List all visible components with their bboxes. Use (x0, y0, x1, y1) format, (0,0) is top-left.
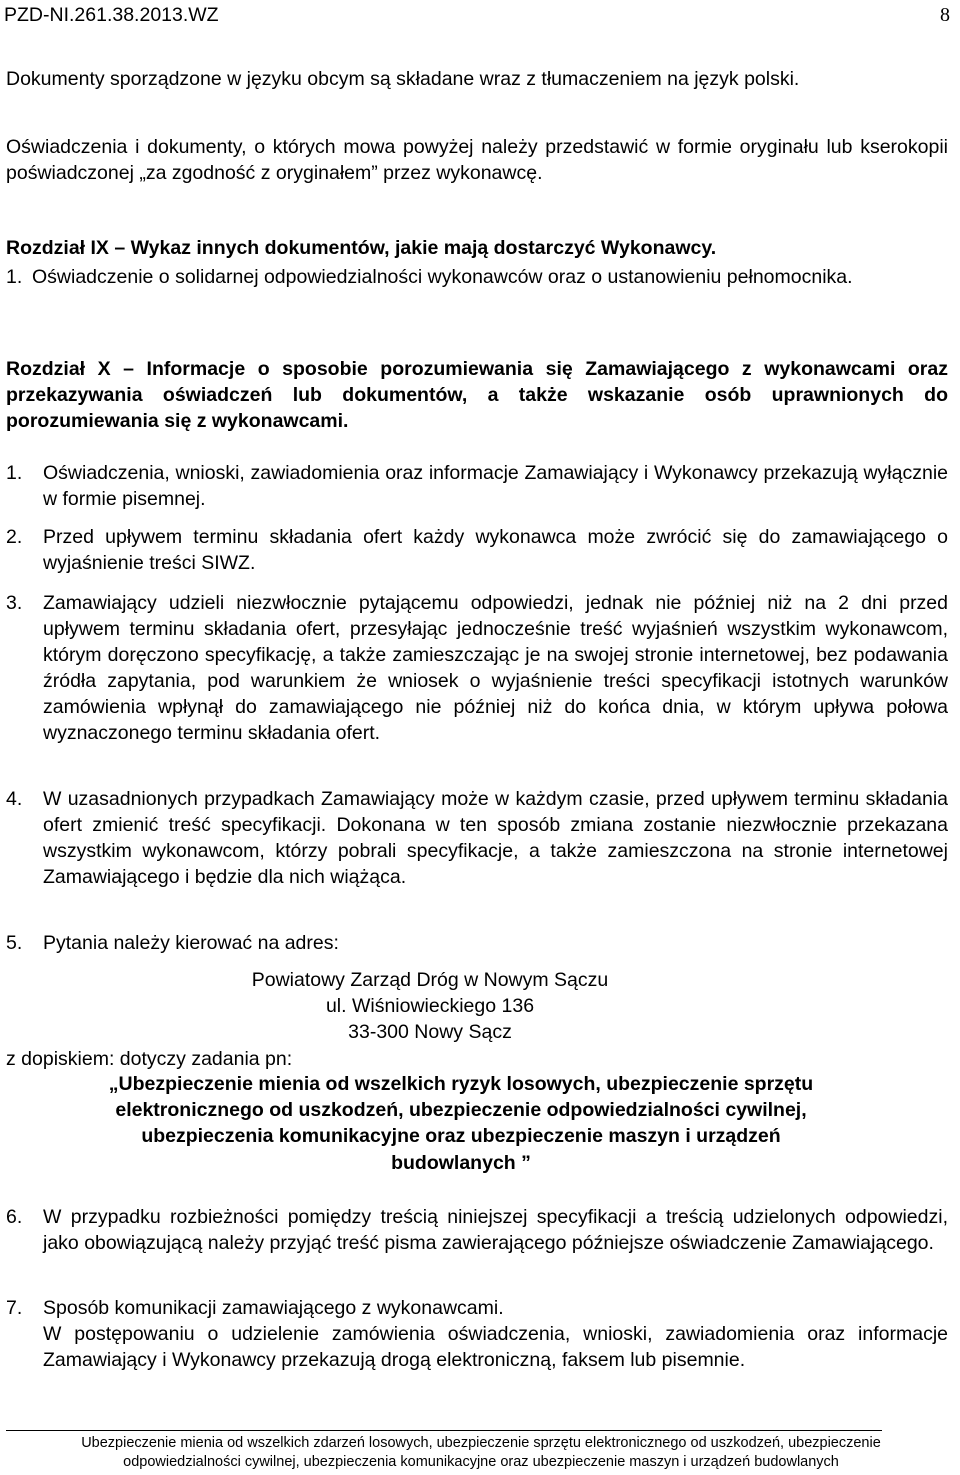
list-number: 6. (6, 1206, 23, 1228)
list-number: 2. (6, 526, 23, 548)
footer-line-2: odpowiedzialności cywilnej, ubezpieczenia komunikacyjne oraz ubezpieczenie maszyn i urządzeń budowlanych (123, 1454, 839, 1470)
chapter-9-title: Rozdział IX – Wykaz innych dokumentów, jakie mają dostarczyć Wykonawcy. (6, 237, 717, 259)
list-item (6, 930, 948, 956)
list-item-text: Oświadczenie o solidarnej odpowiedzialności wykonawców oraz o ustanowieniu pełnomocnika. (32, 266, 853, 288)
list-item-text-continued: W postępowaniu o udzielenie zamówienia oświadczenia, wnioski, zawiadomienia oraz informacje Zamawiający i Wykonawcy przekazują drogą elektroniczną, faksem lub pisemnie. (43, 1323, 948, 1371)
list-item-text: W przypadku rozbieżności pomiędzy treścią niniejszej specyfikacji a treścią udzielonych odpowiedzi, jako obowiązującą należy przyjąć treść pisma zawierającego późniejsze oświadczenie Zamawiającego. (43, 1206, 948, 1254)
task-name-line-4: budowlanych ” (391, 1152, 531, 1174)
list-item (6, 524, 948, 576)
list-item-text: Zamawiający udzieli niezwłocznie pytającemu odpowiedzi, jednak nie później niż na 2 dni przed upływem terminu składania ofert, przesyłając jednocześnie treść wyjaśnień wszystkim wykonawcom, którym doręczono specyfikację, a także zamieszczając je na swojej stronie internetowej, bez podawania źródła zapytania, pod warunkiem że wniosek o wyjaśnienie treści specyfikacji istotnych warunków zamówienia wpłynął do zamawiającego nie później niż do końca dnia, w którym upływa połowa wyznaczonego terminu składania ofert. (43, 592, 948, 744)
list-item-text: Oświadczenia, wnioski, zawiadomienia oraz informacje Zamawiający i Wykonawcy przekazują wyłącznie w formie pisemnej. (43, 462, 948, 510)
task-name-line-3: ubezpieczenia komunikacyjne oraz ubezpieczenie maszyn i urządzeń (141, 1125, 781, 1147)
address-line-2: ul. Wiśniowieckiego 136 (325, 995, 535, 1017)
list-number: 3. (6, 592, 23, 614)
list-number: 7. (6, 1297, 23, 1319)
intro-paragraph-2: Oświadczenia i dokumenty, o których mowa powyżej należy przedstawić w formie oryginału lub kserokopii poświadczonej „za zgodność z oryginałem” przez wykonawcę. (6, 136, 948, 184)
list-number: 1. (6, 462, 23, 484)
intro-paragraph-1: Dokumenty sporządzone w języku obcym są składane wraz z tłumaczeniem na język polski. (6, 68, 800, 90)
list-item-text: W uzasadnionych przypadkach Zamawiający może w każdym czasie, przed upływem terminu składania ofert zmienić treść specyfikacji. Dokonana w ten sposób zmiana zostanie niezwłocznie przekazana wszystkim wykonawcom, którzy pobrali specyfikacje, a także zamieszczona na stronie internetowej Zamawiającego i będzie dla nich wiążąca. (43, 788, 948, 888)
task-name-line-2: elektronicznego od uszkodzeń, ubezpieczenie odpowiedzialności cywilnej, (115, 1099, 807, 1121)
page-header (4, 2, 950, 28)
footer-line-1: Ubezpieczenie mienia od wszelkich zdarzeń losowych, ubezpieczenie sprzętu elektronicznego od uszkodzeń, ubezpieczenie (81, 1435, 881, 1451)
chapter-9-item-1 (6, 264, 948, 290)
address-line-3: 33-300 Nowy Sącz (348, 1021, 512, 1043)
page-number: 8 (940, 4, 950, 26)
list-number: 5. (6, 932, 23, 954)
chapter-10-title: Rozdział X – Informacje o sposobie porozumiewania się Zamawiającego z wykonawcami oraz przekazywania oświadczeń lub dokumentów, a także wskazanie osób uprawnionych do porozumiewania się z wykonawcami. (6, 358, 948, 432)
list-item (6, 460, 948, 512)
address-line-1: Powiatowy Zarząd Dróg w Nowym Sączu (251, 969, 609, 991)
list-item (6, 590, 948, 746)
list-item-text: Przed upływem terminu składania ofert każdy wykonawca może zwrócić się do zamawiającego o wyjaśnienie treści SIWZ. (43, 526, 948, 574)
list-item-text: Pytania należy kierować na adres: (43, 932, 339, 954)
footer-divider (6, 1430, 882, 1431)
list-number: 4. (6, 788, 23, 810)
list-item (6, 1295, 948, 1373)
note-label: z dopiskiem: dotyczy zadania pn: (6, 1048, 293, 1070)
list-number: 1. (6, 266, 23, 288)
list-item (6, 786, 948, 890)
page-footer (6, 1434, 956, 1472)
document-code: PZD-NI.261.38.2013.WZ (4, 4, 219, 26)
list-item (6, 1204, 948, 1256)
task-name-line-1: „Ubezpieczenie mienia od wszelkich ryzyk losowych, ubezpieczenie sprzętu (108, 1073, 814, 1095)
list-item-text: Sposób komunikacji zamawiającego z wykonawcami. (43, 1297, 504, 1319)
